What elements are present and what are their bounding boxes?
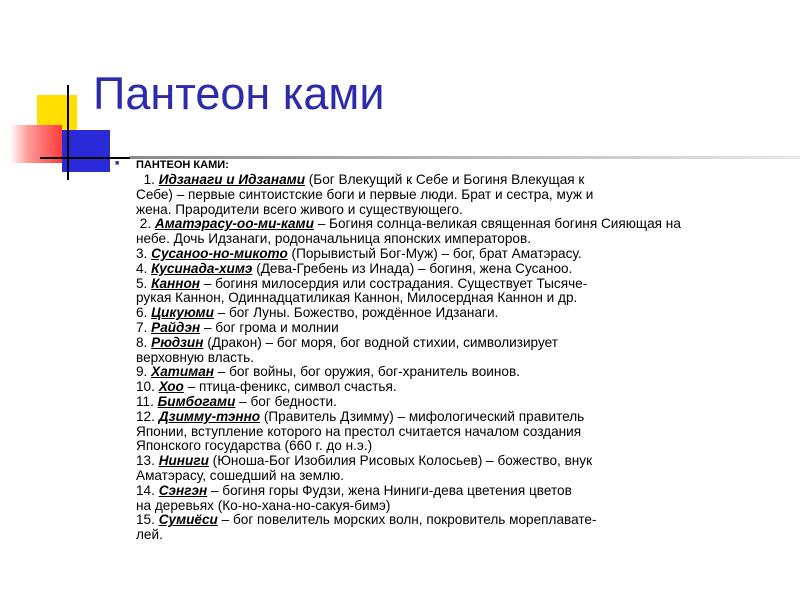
list-line <box>136 217 786 232</box>
deity-name: Аматэрасу-оо-ми-ками <box>154 216 314 232</box>
line-text: рукая Каннон, Одиннадцатиликая Каннон, Милосердная Каннон и др. <box>136 290 578 306</box>
line-text: на деревьях (Ко-но-хана-но-сакуя-бимэ) <box>136 497 391 513</box>
list-line <box>136 499 786 514</box>
slide-title: Пантеон ками <box>93 68 385 119</box>
deity-name: Сумиёси <box>158 512 218 528</box>
deity-description: (Правитель Дзимму) – мифологический правитель <box>260 408 585 424</box>
decor-blue-square <box>62 130 110 172</box>
list-line <box>136 277 786 292</box>
list-line <box>136 203 786 218</box>
deity-name: Ниниги <box>158 453 209 469</box>
deity-name: Сусаноо-но-микото <box>151 245 288 261</box>
line-text: Японии, вступление которого на престол считается началом создания <box>136 423 582 439</box>
deity-description: – богиня милосердия или сострадания. Существует Тысяче- <box>199 275 588 291</box>
deity-name: Сэнгэн <box>158 482 208 498</box>
line-indent <box>136 172 144 187</box>
deity-description: (Бог Влекущий к Себе и Богиня Влекущая к <box>305 172 585 187</box>
deity-description: – птица-феникс, символ счастья. <box>183 379 397 395</box>
list-line <box>136 188 786 203</box>
list-line <box>136 306 786 321</box>
pantheon-heading: ПАНТЕОН КАМИ: <box>136 159 229 171</box>
deity-name: Хоо <box>158 379 184 395</box>
deity-description: – Богиня солнца-великая священная богиня Сияющая на <box>313 216 681 232</box>
decor-horizontal-line <box>40 157 130 159</box>
list-line <box>136 439 786 454</box>
deity-description: (Дракон) – бог моря, бог водной стихии, символизирует <box>203 334 558 350</box>
line-text: 8. <box>136 334 152 350</box>
line-text: 14. <box>136 482 159 498</box>
line-text: 1. <box>143 172 159 187</box>
list-line <box>136 425 786 440</box>
line-text: Себе) – первые синтоистские боги и первые люди. Брат и сестра, муж и <box>136 186 594 202</box>
list-line <box>136 484 786 499</box>
deity-name: Идзанаги и Идзанами <box>158 172 305 187</box>
line-text: 6. <box>136 305 152 321</box>
line-text: 10. <box>136 379 159 395</box>
list-line <box>136 513 786 528</box>
deity-description: – бог войны, бог оружия, бог-хранитель воинов. <box>213 364 520 380</box>
deity-name: Райдэн <box>151 319 201 335</box>
list-line <box>136 351 786 366</box>
line-text: Аматэрасу, сошедший на землю. <box>136 467 344 483</box>
line-text: 12. <box>136 408 159 424</box>
list-line <box>136 380 786 395</box>
deity-description: (Порывистый Бог-Муж) – бог, брат Аматэрасу. <box>287 245 582 261</box>
list-line <box>136 262 786 277</box>
line-text: 7. <box>136 319 152 335</box>
list-line <box>136 365 786 380</box>
deity-description: – бог повелитель морских волн, покровитель мореплавате- <box>217 512 597 528</box>
deity-list <box>136 173 786 543</box>
list-line <box>136 232 786 247</box>
line-text: 9. <box>136 364 152 380</box>
list-line <box>136 528 786 543</box>
line-text: верховную власть. <box>136 349 255 365</box>
line-text: 11. <box>136 393 158 409</box>
deity-description: (Юноша-Бог Изобилия Рисовых Колосьев) – божество, внук <box>208 453 593 469</box>
line-text: Японского государства (660 г. до н.э.) <box>136 438 373 454</box>
line-text: 3. <box>136 245 152 261</box>
line-text: 15. <box>136 512 159 528</box>
list-line <box>136 454 786 469</box>
line-text: лей. <box>136 527 163 543</box>
list-line <box>136 336 786 351</box>
list-line <box>136 321 786 336</box>
deity-name: Цикуюми <box>151 305 214 321</box>
deity-name: Бимбогами <box>157 393 236 409</box>
list-line <box>136 247 786 262</box>
deity-name: Рюдзин <box>151 334 204 350</box>
deity-description: – бог Луны. Божество, рождённое Идзанаги. <box>213 305 499 321</box>
deity-name: Кусинада-химэ <box>151 260 253 276</box>
list-line <box>136 173 786 188</box>
deity-description: – бог бедности. <box>235 393 337 409</box>
deity-description: (Дева-Гребень из Инада) – богиня, жена Сусаноо. <box>252 260 573 276</box>
slide-body <box>136 158 786 543</box>
list-line <box>136 395 786 410</box>
list-line <box>136 469 786 484</box>
deity-name: Хатиман <box>151 364 214 380</box>
line-text: 5. <box>136 275 152 291</box>
line-text: жена. Прародители всего живого и существующего. <box>136 201 463 217</box>
line-text: 13. <box>136 453 159 469</box>
decor-vertical-line <box>67 85 69 180</box>
line-text: 4. <box>136 260 152 276</box>
deity-description: – богиня горы Фудзи, жена Ниниги-дева цветения цветов <box>207 482 572 498</box>
list-line <box>136 291 786 306</box>
deity-name: Каннон <box>151 275 200 291</box>
line-text: небе. Дочь Идзанаги, родоначальница японских императоров. <box>136 231 531 247</box>
line-text: 2. <box>139 216 155 232</box>
list-line <box>136 410 786 425</box>
deity-name: Дзимму-тэнно <box>158 408 261 424</box>
deity-description: – бог грома и молнии <box>200 319 339 335</box>
square-bullet-icon: ■ <box>115 160 120 167</box>
